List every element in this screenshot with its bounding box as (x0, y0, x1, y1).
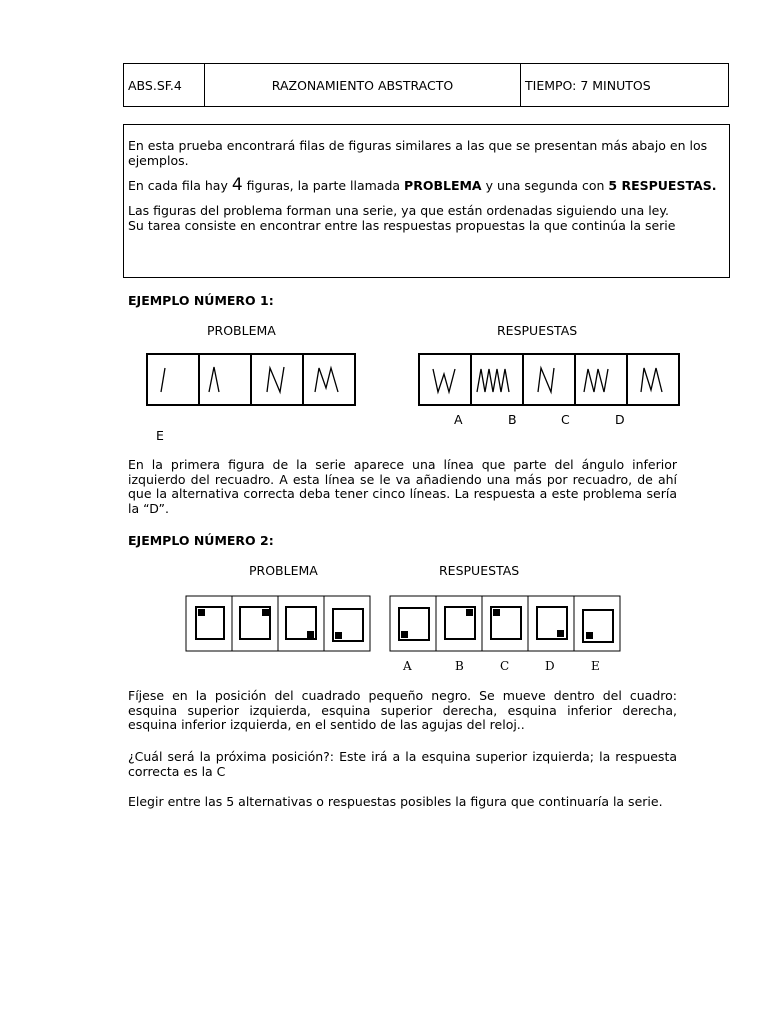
intro-text: figuras, la parte llamada (242, 178, 405, 193)
answer-figure-d (575, 354, 627, 405)
answer-figure-c (523, 354, 575, 405)
test-code: ABS.SF.4 (124, 64, 205, 106)
respuestas-keyword: 5 RESPUESTAS. (608, 178, 717, 193)
problem-figure-4 (303, 354, 355, 405)
example-2-problem-figures (185, 595, 371, 653)
answer-figure-a (419, 354, 471, 405)
problem-figure-1 (147, 354, 199, 405)
ex2-letter-b: B (455, 659, 464, 673)
example-1-explanation: En la primera figura de la serie aparece una línea que parte del ángulo inferior izquierdo del recuadro. A esta línea se le va añadiendo una más por recuadro, de ahí que la alternativa correcta deba tener cinco líneas. La respuesta a este problema sería la “D”. (128, 457, 677, 516)
header-table (123, 63, 729, 107)
problema-keyword: PROBLEMA (404, 178, 482, 193)
figure-count: 4 (231, 175, 243, 195)
test-title: RAZONAMIENTO ABSTRACTO (205, 64, 521, 106)
intro-text: En cada fila hay (128, 178, 232, 193)
answer-square-e (574, 596, 620, 651)
example-2-answer-figures (389, 595, 623, 653)
ex2-letter-a: A (403, 659, 412, 673)
example-1-problem-figures (145, 352, 357, 408)
problem-figure-3 (251, 354, 303, 405)
problem-figure-2 (199, 354, 251, 405)
ex2-letter-e: E (591, 659, 600, 673)
intro-paragraph-1: En esta prueba encontrará filas de figuras similares a las que se presentan más abajo en los ejemplos. (128, 138, 708, 168)
intro-text: y una segunda con (481, 178, 609, 193)
answer-figure-b (471, 354, 523, 405)
problem-square-3 (278, 596, 324, 651)
intro-paragraph-3-line-1: Las figuras del problema forman una serie, ya que están ordenadas siguiendo una ley. (128, 203, 669, 218)
answer-square-c (482, 596, 528, 651)
test-time: TIEMPO: 7 MINUTOS (525, 77, 651, 93)
answer-letter-c: C (561, 412, 570, 427)
intro-paragraph-2 (128, 175, 725, 195)
problem-square-2 (232, 596, 278, 651)
answer-square-b (436, 596, 482, 651)
answer-square-a (390, 596, 436, 651)
problem-square-1 (186, 596, 232, 651)
ex2-letter-c: C (500, 659, 510, 673)
example-2-question: ¿Cuál será la próxima posición?: Este irá a la esquina superior izquierda; la respuesta correcta es la C (128, 749, 677, 779)
example-2-problem-label: PROBLEMA (249, 563, 318, 578)
final-instruction: Elegir entre las 5 alternativas o respuestas posibles la figura que continuaría la serie. (128, 794, 663, 809)
instructions-box (123, 124, 730, 278)
example-2-title: EJEMPLO NÚMERO 2: (128, 533, 274, 548)
answer-square-d (528, 596, 574, 651)
example-1-answer-figures (417, 352, 681, 408)
answer-letter-a: A (454, 412, 463, 427)
example-1-answers-label: RESPUESTAS (497, 323, 578, 338)
intro-paragraph-3-line-2: Su tarea consiste en encontrar entre las respuestas propuestas la que continúa la serie (128, 218, 676, 233)
ex2-letter-d: D (545, 659, 555, 673)
example-2-answers-label: RESPUESTAS (439, 563, 520, 578)
example-2-explanation: Fíjese en la posición del cuadrado pequeño negro. Se mueve dentro del cuadro: esquina superior izquierda, esquina superior derecha, esquina inferior derecha, esquina inferior izquierda, en el sentido de las agujas del reloj.. (128, 688, 677, 732)
problem-square-4 (324, 596, 370, 651)
answer-letter-d: D (615, 412, 625, 427)
answer-letter-e: E (156, 428, 164, 443)
example-1-title: EJEMPLO NÚMERO 1: (128, 293, 274, 308)
answer-figure-e (627, 354, 679, 405)
example-1-problem-label: PROBLEMA (207, 323, 276, 338)
answer-letter-b: B (508, 412, 517, 427)
